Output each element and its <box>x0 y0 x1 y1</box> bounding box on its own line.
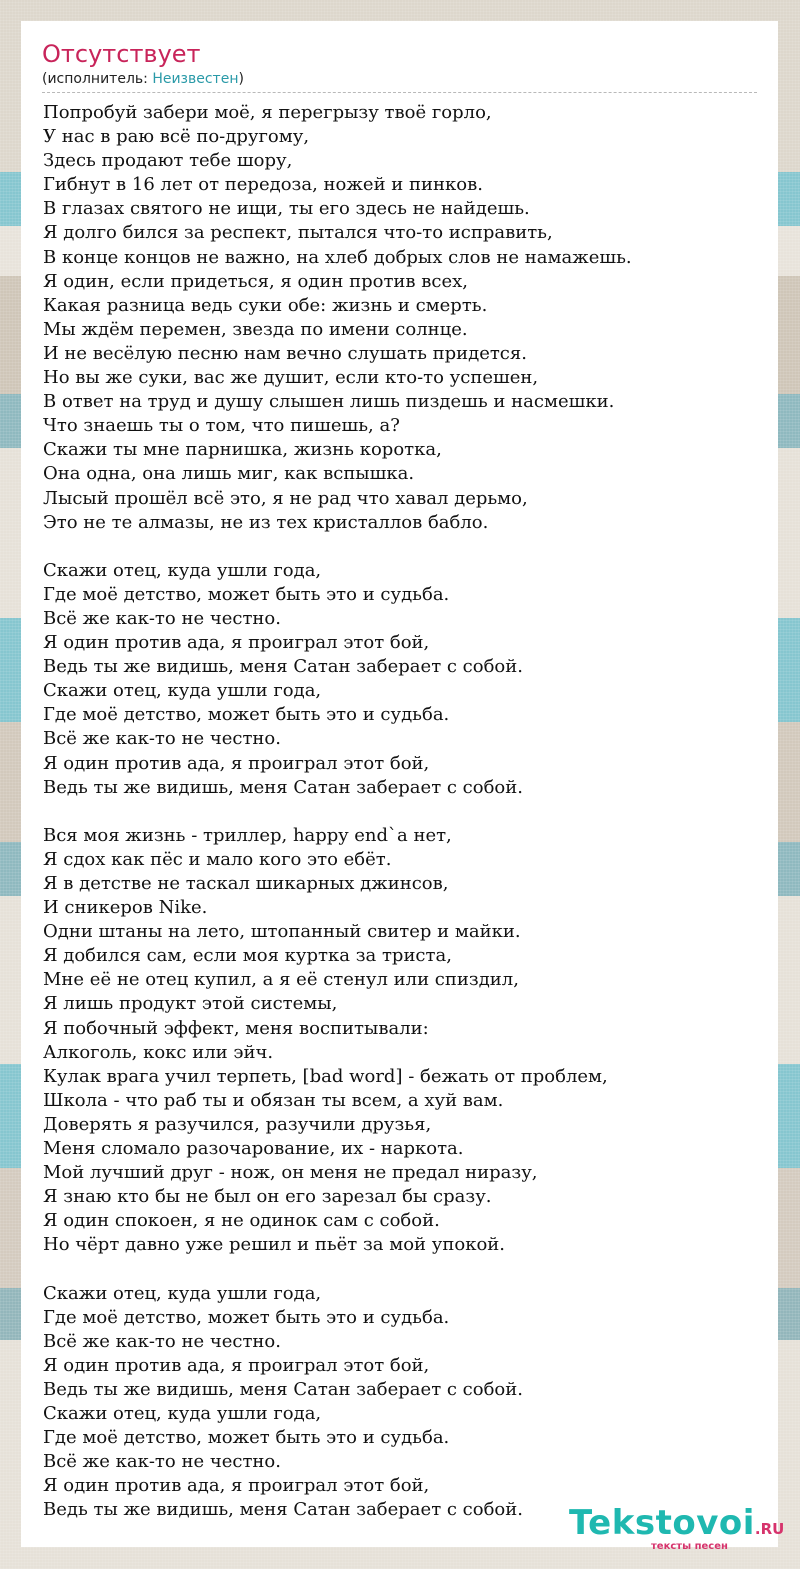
song-title: Отсутствует <box>42 40 201 68</box>
lyrics-card <box>21 21 785 1552</box>
site-logo[interactable] <box>569 1503 785 1553</box>
logo-tld: .RU <box>754 1520 785 1538</box>
artist-link[interactable]: Неизвестен <box>152 71 239 87</box>
artist-prefix: (исполнитель: <box>42 71 153 87</box>
song-header <box>42 39 757 93</box>
lyrics-text: Попробуй забери моё, я перегрызу твоё горло, У нас в раю всё по-другому, Здесь продают тебе шору, Гибнут в 16 лет от передоза, ножей и пинков. В глазах святого не ищи, ты его здесь не найдешь. Я долго бился за респект, пытался что-то исправить, В конце концов не важно, на хлеб добрых слов не намажешь. Я один, если придеться, я один против всех, Какая разница ведь суки обе: жизнь и смерть. Мы ждём перемен, звезда по имени солнце. И не весёлую песню нам вечно слушать придется. Но вы же суки, вас же душит, если кто-то успешен, В ответ на труд и душу слышен лишь пиздешь и насмешки. Что знаешь ты о том, что пишешь, а? Скажи ты мне парнишка, жизнь коротка, Она одна, она лишь миг, как вспышка. Лысый прошёл всё это, я не рад что хавал дерьмо, Это не те алмазы, не из тех кристаллов бабло. Скажи отец, куда ушли года, Где моё детство, может быть это и судьба. Всё же как-то не честно. Я один против ада, я проиграл этот бой, Ведь ты же видишь, меня Сатан заберает с собой. Скажи отец, куда ушли года, Где моё детство, может быть это и судьба. Всё же как-то не честно. Я один против ада, я проиграл этот бой, Ведь ты же видишь, меня Сатан заберает с собой. Вся моя жизнь - триллер, happy end`a нет, Я сдох как пёс и мало кого это ебёт. Я в детстве не таскал шикарных джинсов, И сникеров Nike. Одни штаны на лето, штопанный свитер и майки. Я добился сам, если моя куртка за триста, Мне её не отец купил, а я её стенул или спиздил, Я лишь продукт этой системы, Я побочный эффект, меня воспитывали: Алкоголь, кокс или эйч. Кулак врага учил терпеть, [bad word] - бежать от проблем, Школа - что раб ты и обязан ты всем, а хуй вам. Доверять я разучился, разучили друзья, Меня сломало разочарование, их - наркота. Мой лучший друг - нож, он меня не предал ниразу, Я знаю кто бы не был он его зарезал бы сразу. Я один спокоен, я не одинок сам с собой. Но чёрт давно уже решил и пьёт за мой упокой. Скажи отец, куда ушли года, Где моё детство, может быть это и судьба. Всё же как-то не честно. Я один против ада, я проиграл этот бой, Ведь ты же видишь, меня Сатан заберает с собой. Скажи отец, куда ушли года, Где моё детство, может быть это и судьба. Всё же как-то не честно. Я один против ада, я проиграл этот бой, Ведь ты же видишь, меня Сатан заберает с собой. <box>43 102 632 1521</box>
artist-line <box>42 70 757 93</box>
logo-wordmark: Tekstovoi <box>569 1503 755 1543</box>
logo-tagline: тексты песен <box>651 1541 728 1552</box>
artist-suffix: ) <box>238 71 244 87</box>
